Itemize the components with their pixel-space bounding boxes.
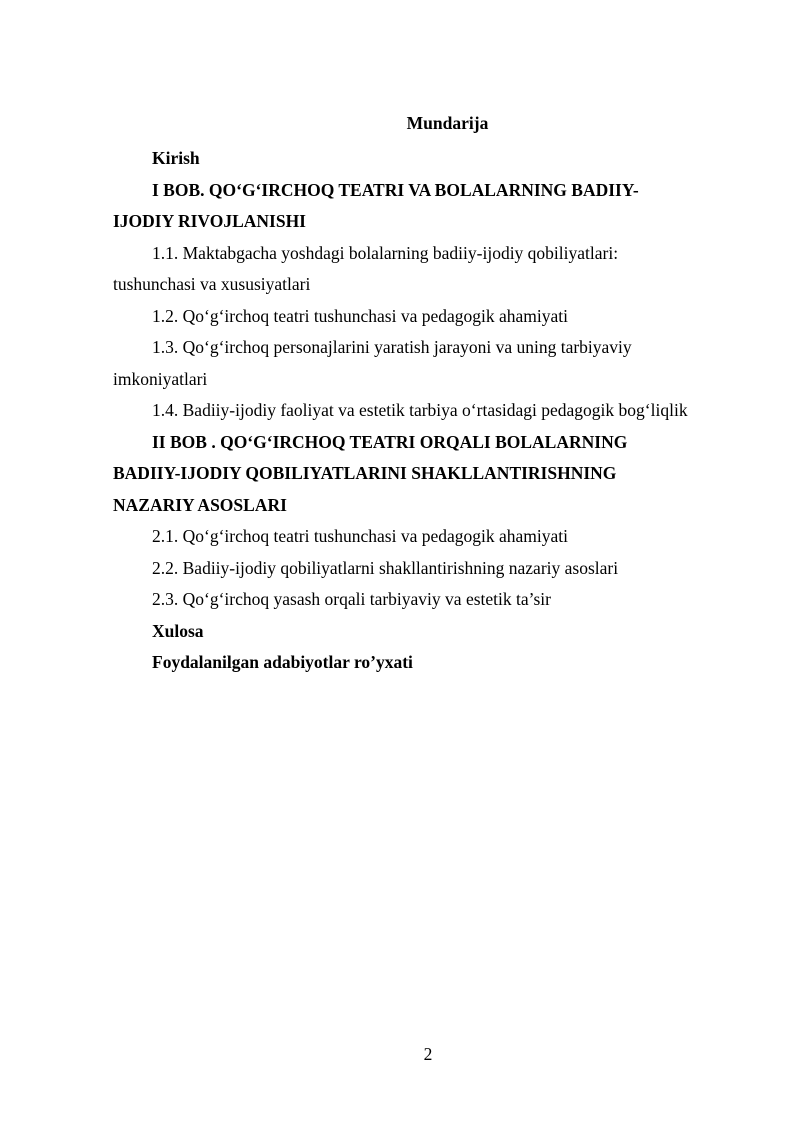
toc-line: 2.1. Qo‘g‘irchoq teatri tushunchasi va pedagogik ahamiyati: [152, 526, 568, 546]
table-of-contents: [113, 143, 733, 679]
toc-line: 2.3. Qo‘g‘irchoq yasash orqali tarbiyaviy va estetik ta’sir: [152, 589, 551, 609]
toc-line-continuation: NAZARIY ASOSLARI: [113, 494, 287, 515]
toc-entry-chapter-2: [113, 427, 733, 522]
page-number: 2: [423, 1044, 433, 1064]
toc-line: Xulosa: [152, 620, 204, 641]
toc-line: 2.2. Badiiy-ijodiy qobiliyatlarni shakllantirishning nazariy asoslari: [152, 557, 619, 578]
toc-line: II BOB . QO‘G‘IRCHOQ TEATRI ORQALI BOLALARNING: [152, 431, 628, 452]
toc-entry-chapter-1: [113, 175, 733, 238]
toc-line-continuation: IJODIY RIVOJLANISHI: [113, 211, 306, 231]
toc-line: 1.2. Qo‘g‘irchoq teatri tushunchasi va pedagogik ahamiyati: [152, 305, 568, 326]
toc-line: 1.1. Maktabgacha yoshdagi bolalarning badiiy-ijodiy qobiliyatlari:: [152, 242, 619, 263]
toc-entry-section-1-3: [113, 332, 733, 395]
toc-entry-introduction: [113, 143, 733, 175]
toc-entry-section-2-3: [113, 584, 733, 616]
toc-line: 1.4. Badiiy-ijodiy faoliyat va estetik tarbiya o‘rtasidagi pedagogik bog‘liqlik: [152, 400, 688, 420]
toc-entry-section-1-1: [113, 238, 733, 301]
toc-line: I BOB. QO‘G‘IRCHOQ TEATRI VA BOLALARNING BADIIY-: [152, 179, 639, 200]
toc-entry-references: [113, 647, 733, 679]
toc-entry-section-1-4: [113, 395, 733, 427]
toc-entry-section-2-1: [113, 521, 733, 553]
toc-line: Foydalanilgan adabiyotlar ro’yxati: [152, 652, 413, 672]
toc-line-continuation: tushunchasi va xususiyatlari: [113, 274, 311, 294]
toc-line-continuation: BADIIY-IJODIY QOBILIYATLARINI SHAKLLANTIRISHNING: [113, 463, 617, 483]
toc-line: Kirish: [152, 148, 200, 168]
toc-title: Mundarija: [406, 113, 489, 133]
toc-entry-section-1-2: [113, 301, 733, 333]
toc-entry-conclusion: [113, 616, 733, 648]
toc-line-continuation: imkoniyatlari: [113, 368, 208, 389]
toc-line: 1.3. Qo‘g‘irchoq personajlarini yaratish jarayoni va uning tarbiyaviy: [152, 337, 632, 357]
toc-entry-section-2-2: [113, 553, 733, 585]
